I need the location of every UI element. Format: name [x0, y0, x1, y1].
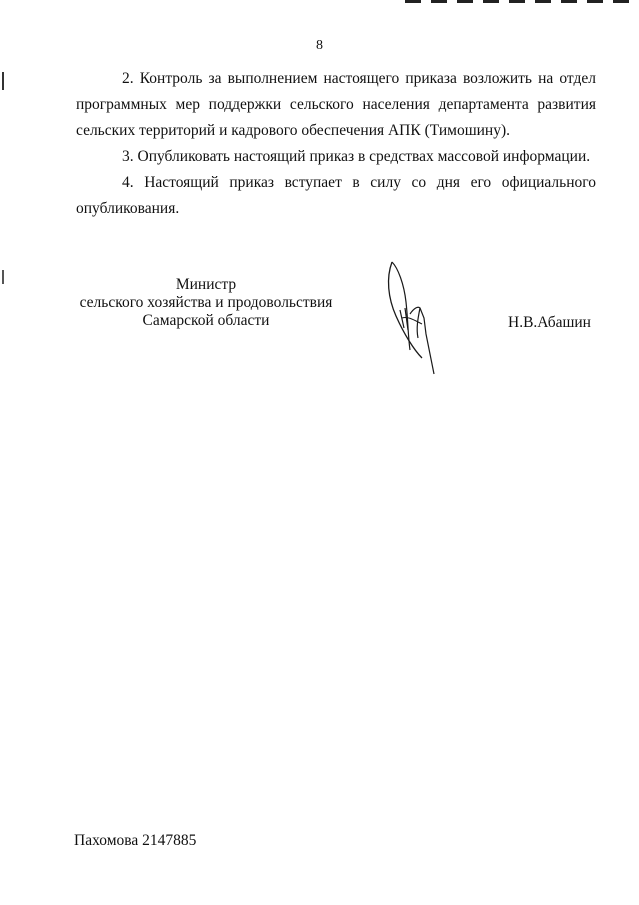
paragraph-4: 4. Настоящий приказ вступает в силу со дня его официального опубликования. [76, 174, 596, 217]
paragraph-2: 2. Контроль за выполнением настоящего приказа возложить на отдел программных мер поддержки сельского населения департамента развития сельских территорий и кадрового обеспечения АПК (Тимошину). [76, 70, 596, 139]
paragraph-3: 3. Опубликовать настоящий приказ в средствах массовой информации. [122, 148, 591, 165]
signatory-title [76, 276, 336, 330]
document-body [76, 66, 596, 222]
signatory-title-line-2: сельского хозяйства и продовольствия [79, 294, 333, 311]
signer-name: Н.В.Абашин [508, 314, 591, 331]
scan-artifact-left [2, 72, 4, 90]
scan-artifact-left-lower [2, 270, 4, 284]
scan-artifact-top [405, 0, 633, 3]
signatory-title-line-1: Министр [175, 276, 237, 293]
handwritten-signature-icon [378, 258, 448, 378]
page-number: 8 [316, 38, 323, 53]
signatory-title-line-3: Самарской области [142, 312, 270, 329]
executor-contact: Пахомова 2147885 [74, 832, 197, 849]
